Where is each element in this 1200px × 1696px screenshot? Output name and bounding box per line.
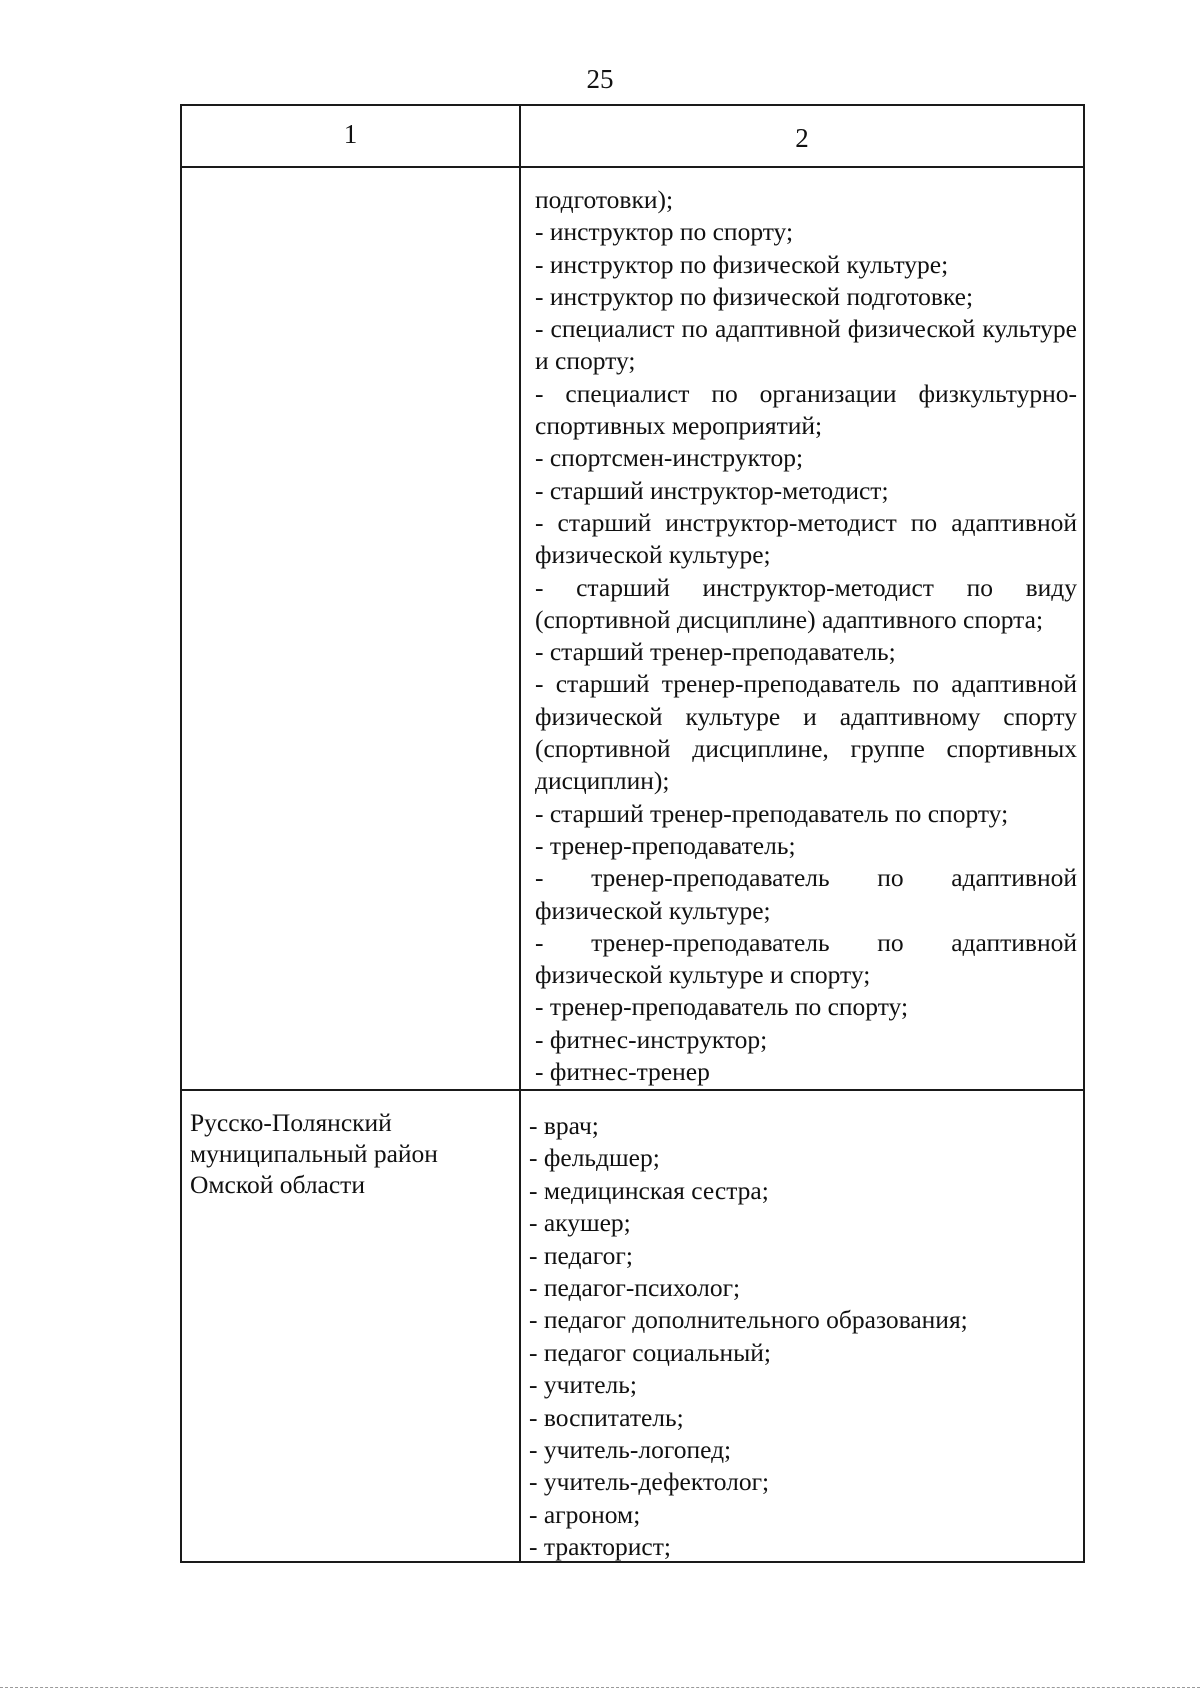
profession-entry: - педагог социальный; <box>529 1337 771 1367</box>
profession-entry: - спортсмен-инструктор; <box>535 443 804 473</box>
profession-entry: - тренер-преподаватель; <box>535 830 796 860</box>
profession-entry: - фельдшер; <box>529 1143 660 1173</box>
profession-entry: - инструктор по физической культуре; <box>535 249 949 279</box>
profession-entry: - фитнес-инструктор; <box>535 1024 768 1054</box>
profession-entry: - педагог-психолог; <box>529 1273 741 1303</box>
profession-entry: - тракторист; <box>529 1532 671 1562</box>
profession-entry: - старший тренер-преподаватель по адаптивной физической культуре и адаптивному спорту (спортивной дисциплине, группе спортивных дисциплин); <box>535 669 1077 796</box>
profession-entry: - тренер-преподаватель по адаптивной физической культуре; <box>535 863 1077 925</box>
professions-cell <box>521 168 1083 1089</box>
district-cell <box>182 1091 521 1561</box>
page-number: 25 <box>586 64 614 94</box>
profession-entry: - специалист по организации физкультурно-спортивных мероприятий; <box>535 378 1077 441</box>
profession-entry: - старший инструктор-методист по виду (спортивной дисциплине) адаптивного спорта; <box>535 572 1077 634</box>
profession-entry: - фитнес-тренер <box>535 1057 710 1087</box>
professions-table <box>180 104 1085 1563</box>
profession-entry: - агроном; <box>529 1499 641 1529</box>
profession-entry: - старший инструктор-методист; <box>535 475 889 505</box>
column-header-1: 1 <box>182 106 521 166</box>
profession-entry: - старший инструктор-методист по адаптивной физической культуре; <box>535 507 1077 570</box>
profession-entry: - педагог; <box>529 1240 633 1270</box>
profession-entry: - акушер; <box>529 1208 631 1238</box>
profession-entry: - педагог дополнительного образования; <box>529 1305 968 1335</box>
profession-entry: - старший тренер-преподаватель по спорту; <box>535 798 1009 828</box>
district-cell <box>182 168 521 1089</box>
column-header-2: 2 <box>795 123 809 153</box>
table-header-row <box>182 106 1083 168</box>
profession-entry: подготовки); <box>535 185 674 214</box>
profession-entry: - медицинская сестра; <box>529 1175 769 1205</box>
table-row <box>182 1091 1083 1561</box>
profession-entry: - учитель-дефектолог; <box>529 1467 770 1497</box>
profession-list <box>535 184 1077 1088</box>
professions-cell <box>521 1091 1083 1561</box>
profession-list <box>529 1110 1077 1564</box>
profession-entry: - специалист по адаптивной физической культуре и спорту; <box>535 314 1077 376</box>
profession-entry: - воспитатель; <box>529 1402 684 1432</box>
profession-entry: - учитель; <box>529 1370 637 1400</box>
scan-edge-line <box>0 1687 1200 1688</box>
profession-entry: - тренер-преподаватель по спорту; <box>535 992 909 1022</box>
table-row <box>182 168 1083 1091</box>
profession-entry: - тренер-преподаватель по адаптивной физической культуре и спорту; <box>535 927 1077 990</box>
profession-entry: - старший тренер-преподаватель; <box>535 637 896 667</box>
profession-entry: - инструктор по спорту; <box>535 217 794 247</box>
profession-entry: - учитель-логопед; <box>529 1435 732 1465</box>
profession-entry: - инструктор по физической подготовке; <box>535 281 974 311</box>
district-name: Русско-Полянский муниципальный район Омской области <box>190 1108 438 1199</box>
profession-entry: - врач; <box>529 1111 599 1140</box>
